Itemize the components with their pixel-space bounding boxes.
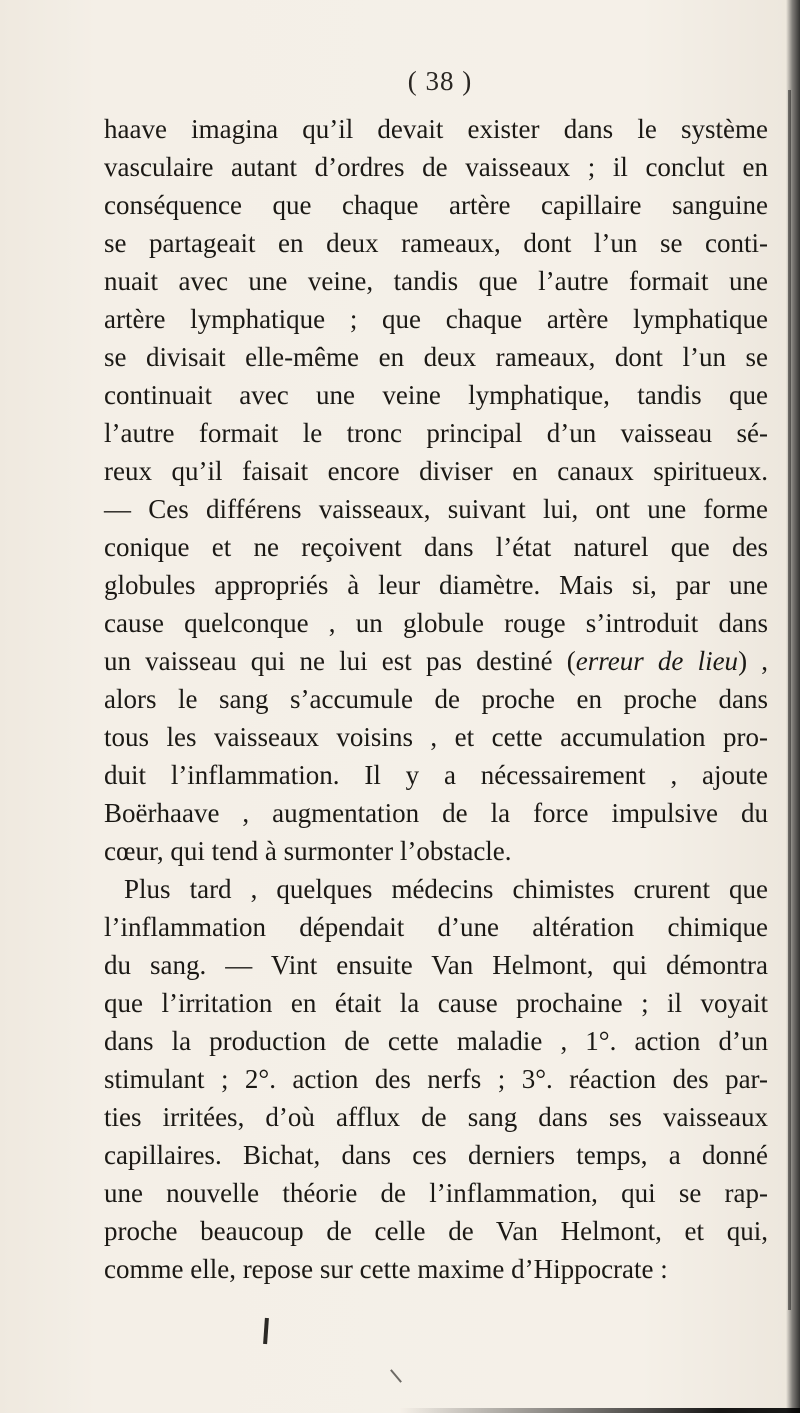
text-line: dans la production de cette maladie , 1°. action d’un <box>104 1026 768 1056</box>
text-line: conique et ne reçoivent dans l’état naturel que des <box>104 532 768 562</box>
text-line: haave imagina qu’il devait exister dans le système <box>104 114 768 144</box>
text-line: alors le sang s’accumule de proche en proche dans <box>104 684 768 714</box>
text-line: que l’irritation en était la cause prochaine ; il voyait <box>104 988 768 1018</box>
text-line: cœur, qui tend à surmonter l’obstacle. <box>104 836 512 866</box>
text-line: nuait avec une veine, tandis que l’autre formait une <box>104 266 768 296</box>
text-line: vasculaire autant d’ordres de vaisseaux ; il conclut en <box>104 152 768 182</box>
text-line: du sang. — Vint ensuite Van Helmont, qui démontra <box>104 950 768 980</box>
text-line: l’inflammation dépendait d’une altération chimique <box>104 912 768 942</box>
paragraph-start-line: Plus tard , quelques médecins chimistes crurent que <box>124 874 768 904</box>
ink-mark <box>263 1318 269 1344</box>
bottom-edge-shadow <box>400 1408 800 1413</box>
text-line: continuait avec une veine lymphatique, tandis que <box>104 380 768 410</box>
italic-phrase: erreur de lieu <box>575 646 739 676</box>
text-line: globules appropriés à leur diamètre. Mais si, par une <box>104 570 768 600</box>
text-line: reux qu’il faisait encore diviser en canaux spiritueux. <box>104 456 768 486</box>
ink-mark <box>390 1369 402 1383</box>
text-line: se divisait elle-même en deux rameaux, dont l’un se <box>104 342 768 372</box>
text-line: se partageait en deux rameaux, dont l’un se conti- <box>104 228 768 258</box>
text-line: stimulant ; 2°. action des nerfs ; 3°. réaction des par- <box>104 1064 768 1094</box>
text-line: ties irritées, d’où afflux de sang dans ses vaisseaux <box>104 1102 768 1132</box>
text-line: artère lymphatique ; que chaque artère lymphatique <box>104 304 768 334</box>
text-segment: un vaisseau qui ne lui est pas destiné ( <box>104 646 576 676</box>
page-number: ( 38 ) <box>407 66 473 96</box>
text-line: proche beaucoup de celle de Van Helmont, et qui, <box>104 1216 768 1246</box>
text-line: Boërhaave , augmentation de la force impulsive du <box>104 798 768 828</box>
page-edge-shadow <box>786 0 800 1413</box>
text-line: une nouvelle théorie de l’inflammation, qui se rap- <box>104 1178 768 1208</box>
text-line: comme elle, repose sur cette maxime d’Hippocrate : <box>104 1254 668 1284</box>
text-line: capillaires. Bichat, dans ces derniers temps, a donné <box>104 1140 768 1170</box>
text-line-mixed <box>104 642 768 680</box>
text-line: duit l’inflammation. Il y a nécessairement , ajoute <box>104 760 768 790</box>
text-line: — Ces différens vaisseaux, suivant lui, ont une forme <box>104 494 768 524</box>
text-line: l’autre formait le tronc principal d’un vaisseau sé- <box>104 418 768 448</box>
text-line: conséquence que chaque artère capillaire sanguine <box>104 190 768 220</box>
body-text <box>104 110 768 1288</box>
text-line: tous les vaisseaux voisins , et cette accumulation pro- <box>104 722 768 752</box>
binding-line <box>788 90 791 1310</box>
text-line: cause quelconque , un globule rouge s’introduit dans <box>104 608 768 638</box>
text-segment: ) , <box>738 646 768 676</box>
